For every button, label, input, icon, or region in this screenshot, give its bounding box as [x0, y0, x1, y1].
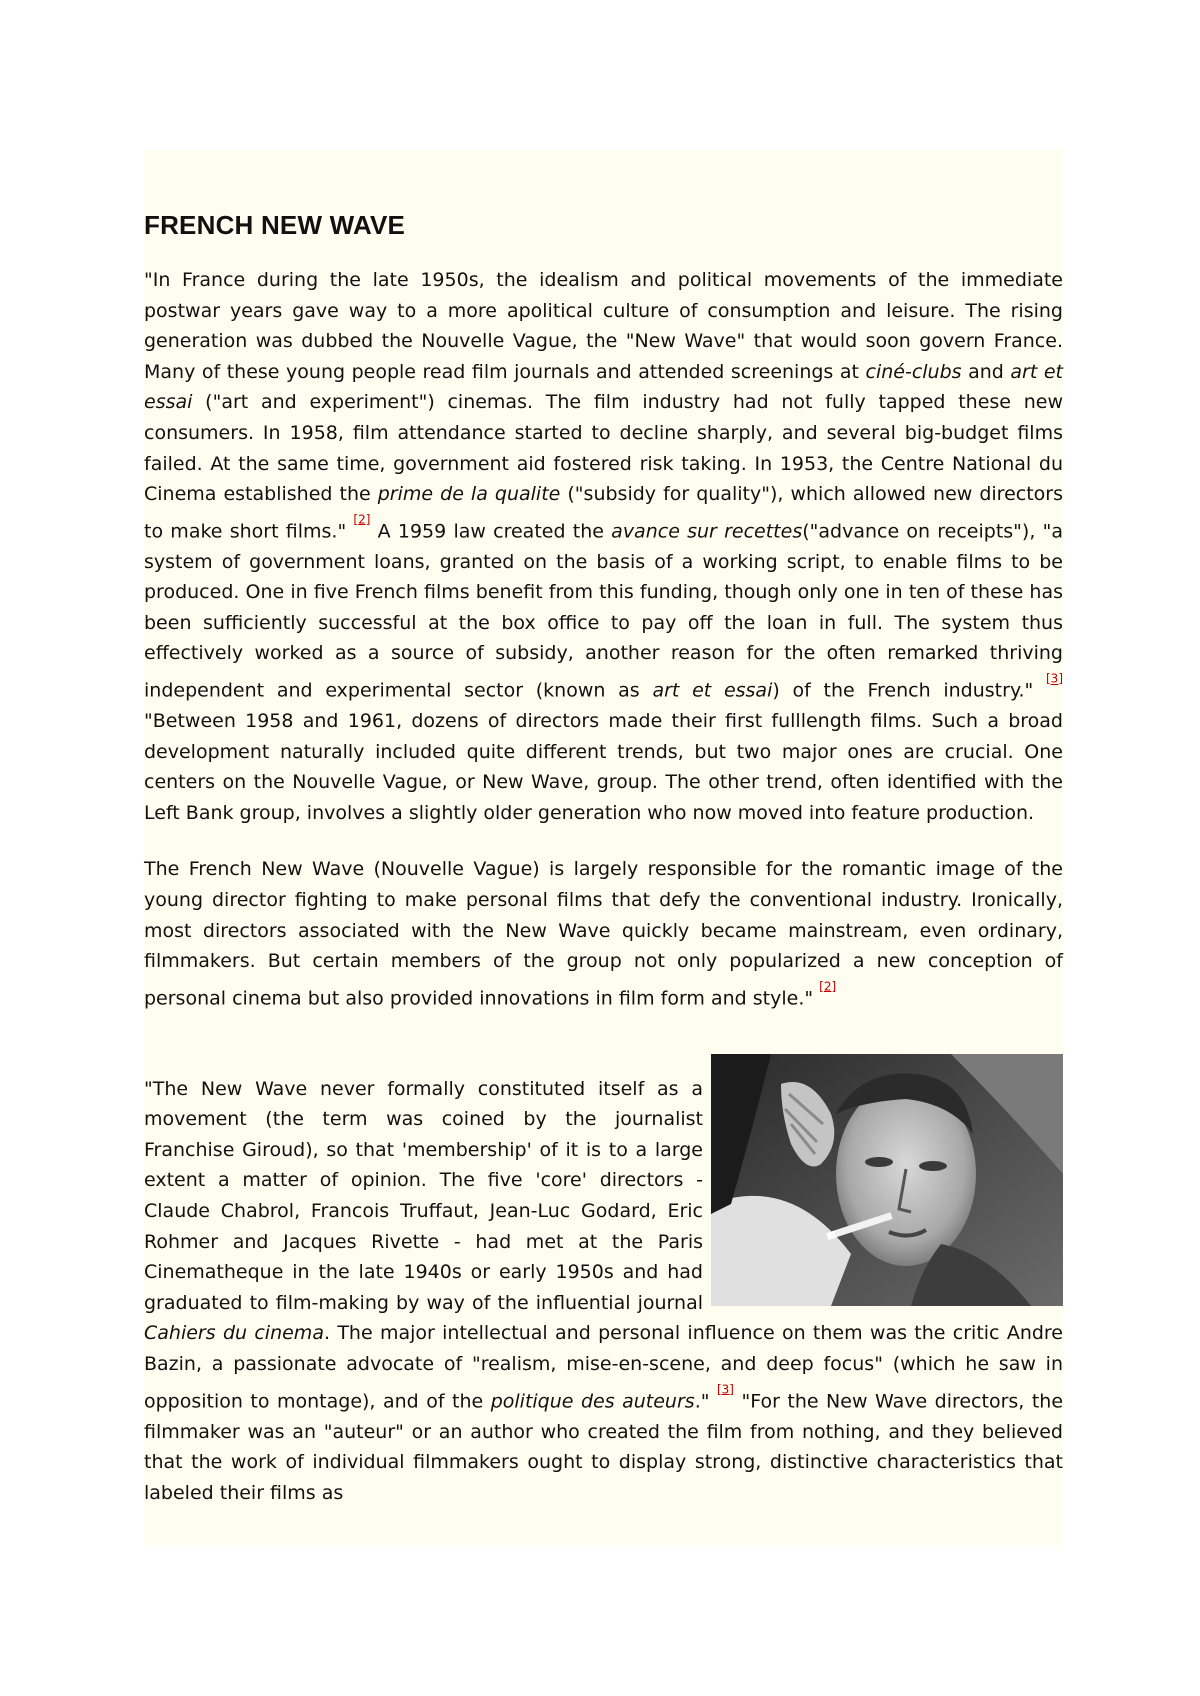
footnote-ref-3[interactable]: [3] [716, 1382, 734, 1397]
article [144, 210, 1063, 1508]
footnote-ref-2[interactable]: [2] [353, 512, 371, 527]
footnote-ref-3[interactable]: [3] [1046, 671, 1063, 686]
footnote-ref-2[interactable]: [2] [819, 979, 837, 994]
paragraph-1: "In France during the late 1950s, the idealism and political movements of the immediate postwar years gave way to a more apolitical culture of consumption and leisure. The rising generation was dubbed the Nouvelle Vague, the "New Wave" that would soon govern France. Many of these young people read film journals and attended screenings at ciné-clubs and art et essai ("art and experiment") cinemas. The film industry had not fully tapped these new consumers. In 1958, film attendance started to decline sharply, and several big-budget films failed. At the same time, government aid fostered risk taking. In 1953, the Centre National du Cinema established the prime de la qualite ("subsidy for quality"), which allowed new directors to make short films." [2] A 1959 law created the avance sur recettes("advance on receipts"), "a system of government loans, granted on the basis of a working script, to enable films to be produced. One in five French films benefit from this funding, though only one in ten of these has been sufficiently successful at the box office to pay off the loan in full. The system thus effectively worked as a source of subsidy, another reason for the often remarked thriving independent and experimental sector (known as art et essai) of the French industry." [3] "Between 1958 and 1961, dozens of directors made their first fulllength films. Such a broad development naturally included quite different trends, but two major ones are crucial. One centers on the Nouvelle Vague, or New Wave, group. The other trend, often identified with the Left Bank group, involves a slightly older generation who now moved into feature production. [144, 269, 1063, 824]
paragraph-3: "The New Wave never formally constituted itself as a movement (the term was coined by the journalist Franchise Giroud), so that 'membership' of it is to a large extent a matter of opinion. The five 'core' directors - Claude Chabrol, Francois Truffaut, Jean-Luc Godard, Eric Rohmer and Jacques Rivette - had met at the Paris Cinematheque in the late 1940s or early 1950s and had graduated to film-making by way of the influential journal Cahiers du cinema. The major intellectual and personal influence on them was the critic Andre Bazin, a passionate advocate of "realism, mise-en-scene, and deep focus" (which he saw in opposition to montage), and of the politique des auteurs." [3] "For the New Wave directors, the filmmaker was an "auteur" or an author who created the film from nothing, and they believed that the work of individual filmmakers ought to display strong, distinctive characteristics that labeled their films as [144, 1074, 1063, 1509]
director-photo [711, 1054, 1063, 1306]
page-title: FRENCH NEW WAVE [144, 210, 406, 240]
paragraph-2: The French New Wave (Nouvelle Vague) is largely responsible for the romantic image of the young director fighting to make personal films that defy the conventional industry. Ironically, most directors associated with the New Wave quickly became mainstream, even ordinary, filmmakers. But certain members of the group not only popularized a new conception of personal cinema but also provided innovations in film form and style." [2] [144, 858, 1063, 1010]
